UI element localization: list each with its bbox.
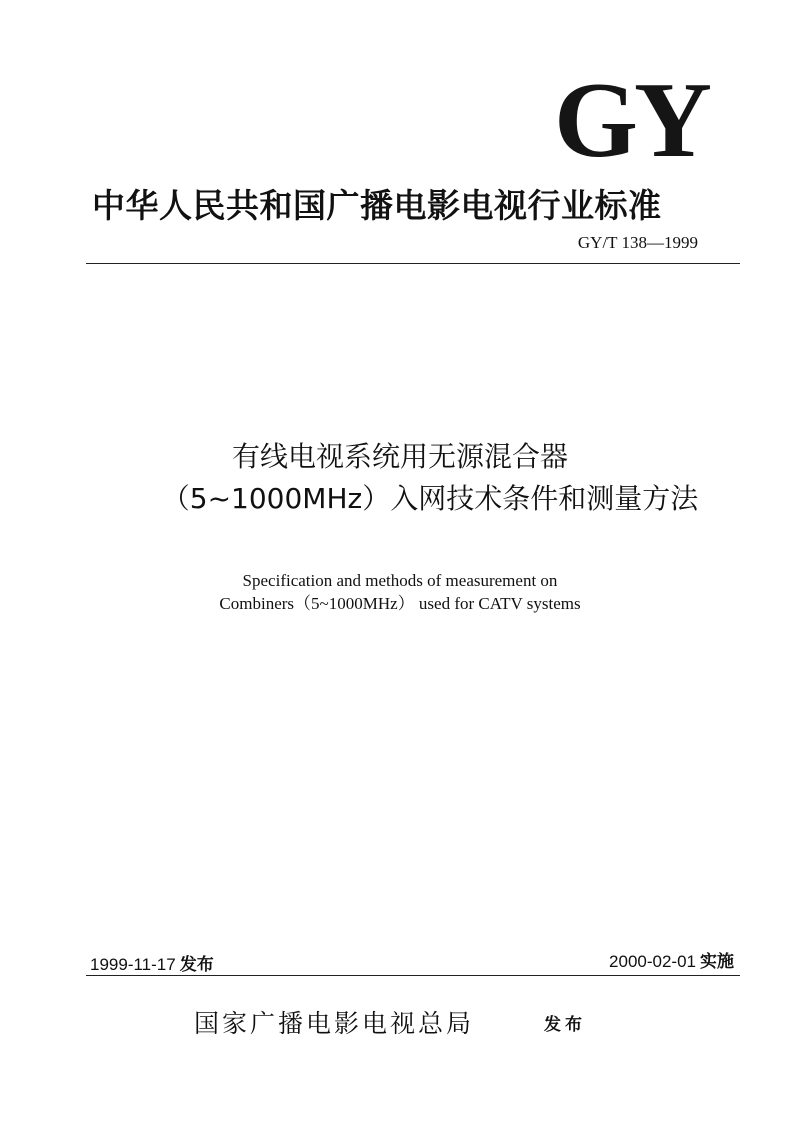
title-cn-line-2: （5~1000MHz）入网技术条件和测量方法 bbox=[161, 482, 699, 515]
header-divider bbox=[86, 263, 740, 264]
standard-type-heading: 中华人民共和国广播电影电视行业标准 bbox=[92, 186, 662, 225]
issue-label: 发布 bbox=[179, 955, 214, 975]
implement-label: 实施 bbox=[700, 952, 734, 972]
issuer-action-label: 发布 bbox=[544, 1015, 586, 1035]
implement-date: 2000-02-01 bbox=[609, 952, 696, 971]
dates-divider bbox=[86, 975, 740, 976]
gy-logo: GY bbox=[554, 61, 708, 180]
title-en-line-2: Combiners（5~1000MHz） used for CATV systems bbox=[219, 594, 581, 613]
title-cn-line-1: 有线电视系统用无源混合器 bbox=[231, 440, 568, 473]
issuing-authority: 国家广播电影电视总局 bbox=[194, 1009, 475, 1038]
standard-code: GY/T 138—1999 bbox=[577, 233, 698, 252]
title-en-line-1: Specification and methods of measurement on bbox=[242, 571, 558, 590]
issue-date-block bbox=[90, 954, 214, 976]
issue-date: 1999-11-17 bbox=[90, 955, 176, 974]
implement-date-block bbox=[609, 951, 734, 973]
